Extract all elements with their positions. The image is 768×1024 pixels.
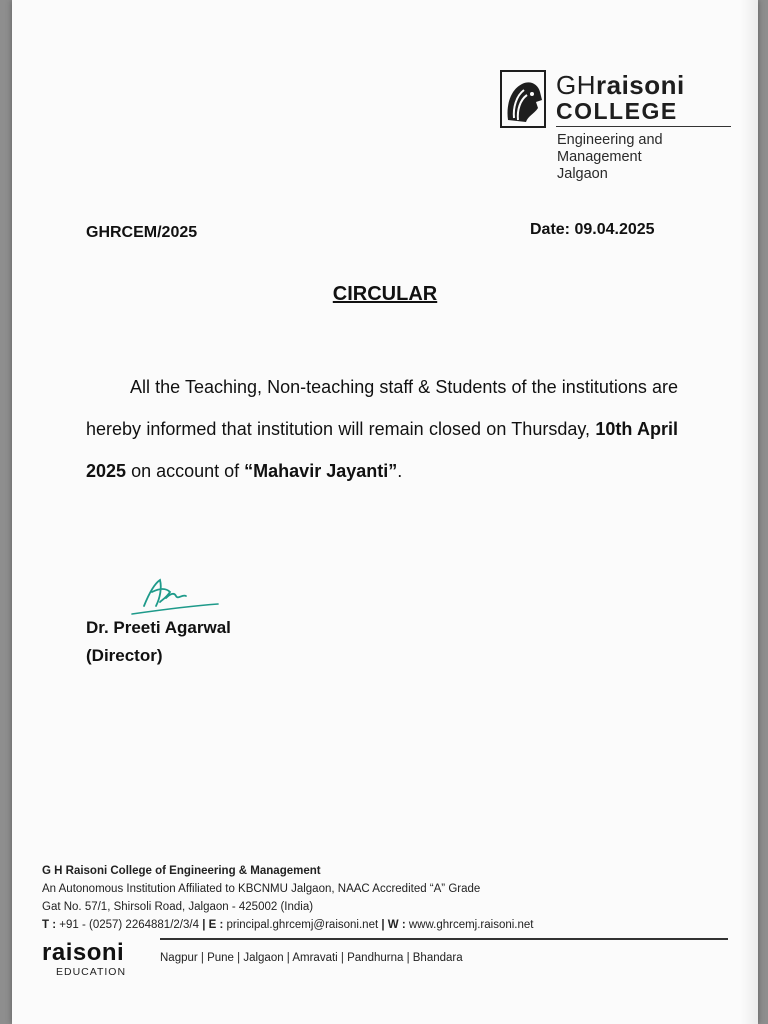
brand-name: raisoni <box>42 939 125 966</box>
website: www.ghrcemj.raisoni.net <box>408 919 534 931</box>
logo-divider <box>556 126 731 127</box>
signer-title: (Director) <box>86 646 163 665</box>
footer-address-line: Gat No. 57/1, Shirsoli Road, Jalgaon - 425002 (India) <box>42 901 314 913</box>
logo-college: COLLEGE <box>556 98 678 124</box>
web-label: | W : <box>381 919 406 931</box>
signer-name: Dr. Preeti Agarwal <box>86 618 231 637</box>
email-address: principal.ghrcemj@raisoni.net <box>226 919 379 931</box>
brand-subtitle: EDUCATION <box>56 966 127 978</box>
footer-contact <box>42 916 534 934</box>
phone-number: +91 - (0257) 2264881/2/3/4 <box>59 919 199 931</box>
logo-subtitle-line: Engineering and <box>557 132 663 148</box>
footer-institution: G H Raisoni College of Engineering & Management <box>42 865 321 877</box>
footer-divider <box>160 938 728 940</box>
holiday-date: 10th April 2025 <box>86 419 678 481</box>
footer-affiliation: An Autonomous Institution Affiliated to KBCNMU Jalgaon, NAAC Accredited “A” Grade <box>42 883 481 895</box>
college-logo <box>500 70 740 190</box>
email-label: | E : <box>202 919 224 931</box>
phone-label: T : <box>42 919 57 931</box>
footer-address <box>42 862 534 934</box>
lion-head-icon <box>500 70 546 128</box>
body-text: All the Teaching, Non-teaching staff & Students of the institutions are hereby informed that institution will remain closed on Thursday, <box>86 377 678 439</box>
circular-date: Date: 09.04.2025 <box>530 221 655 238</box>
raisoni-education-logo <box>42 940 126 978</box>
reference-number: GHRCEM/2025 <box>86 224 198 241</box>
document-page <box>12 0 758 1024</box>
holiday-occasion: “Mahavir Jayanti” <box>244 461 398 481</box>
logo-subtitle-line: Management <box>557 149 642 165</box>
logo-wordmark: GHraisoni <box>556 70 685 100</box>
campus-cities: Nagpur | Pune | Jalgaon | Amravati | Pandhurna | Bhandara <box>160 952 463 964</box>
body-text: . <box>397 461 403 481</box>
signature <box>130 574 220 618</box>
document-heading: CIRCULAR <box>332 283 438 305</box>
logo-subtitle <box>557 132 663 183</box>
body-text: on account of <box>131 461 240 481</box>
logo-subtitle-line: Jalgaon <box>557 166 608 182</box>
circular-body <box>86 366 678 492</box>
